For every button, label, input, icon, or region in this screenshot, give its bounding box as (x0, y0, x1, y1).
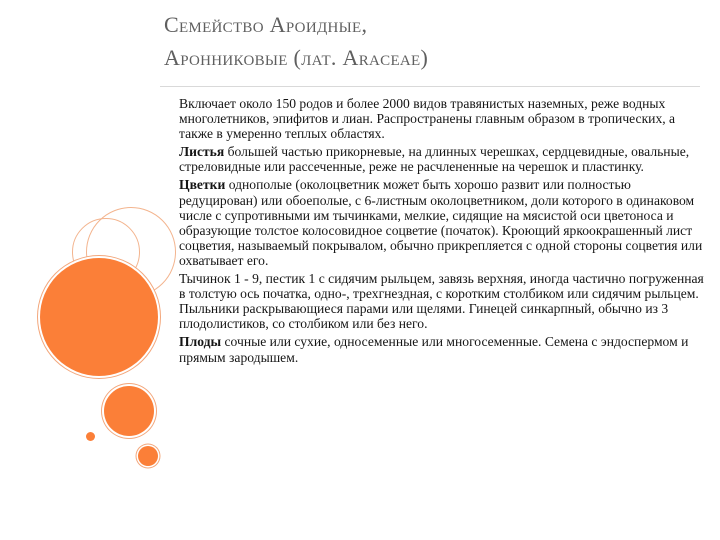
decor-circle-tiny (86, 432, 95, 441)
paragraph-fruits-label: Плоды (179, 334, 222, 350)
decor-circle-medium (104, 386, 154, 436)
paragraph-stamens (179, 271, 709, 331)
slide-title-line-2: Аронниковые (лат. Araceae) (164, 45, 429, 70)
paragraph-leaves (179, 144, 709, 174)
paragraph-leaves-text: большей частью прикорневые, на длинных черешках, сердцевидные, овальные, стреловидные или рассеченные, реже не расчлененные на черешок и пластинку. (179, 144, 690, 175)
paragraph-stamens-text: Тычинок 1 - 9, пестик 1 с сидячим рыльцем, завязь верхняя, иногда частично погруженная в толстую ось початка, одно-, трехгнездная, с коротким столбиком или сидячим рыльцем. Пыльники раскрывающиеся парами или щелями. Гинецей синкарпный, обычно из 3 плодолистиков, со столбиком или без него. (179, 271, 704, 332)
paragraph-flowers (179, 177, 709, 268)
decor-circle-small (138, 446, 158, 466)
paragraph-intro (179, 96, 709, 141)
slide-body (179, 96, 709, 368)
decor-circle-large (40, 258, 158, 376)
paragraph-flowers-label: Цветки (179, 177, 226, 193)
paragraph-intro-text: Включает около 150 родов и более 2000 видов травянистых наземных, реже водных многолетников, эпифитов и лиан. Распространены главным образом в тропических, а также в умеренно теплых областях. (179, 96, 676, 142)
title-divider (160, 86, 700, 87)
paragraph-fruits (179, 334, 709, 364)
paragraph-leaves-label: Листья (179, 144, 225, 160)
paragraph-flowers-text: однополые (околоцветник может быть хорошо развит или полностью редуцирован) или обоеполые, с 6-листным околоцветником, доли которого в одинаковом числе с супротивными им тычинками, мелкие, сидящие на мясистой оси цветоноса и образующие толстое колосовидное соцветие (початок). Кроющий яркоокрашенный лист соцветия, называемый покрывалом, обычно прикрепляется с одной стороны соцветия или охватывает его. (179, 177, 703, 268)
slide-title (164, 8, 704, 74)
paragraph-fruits-text: сочные или сухие, односеменные или многосеменные. Семена с эндоспермом и прямым зародышем. (179, 334, 689, 365)
slide-title-line-1: Семейство Ароидные, (164, 12, 368, 37)
